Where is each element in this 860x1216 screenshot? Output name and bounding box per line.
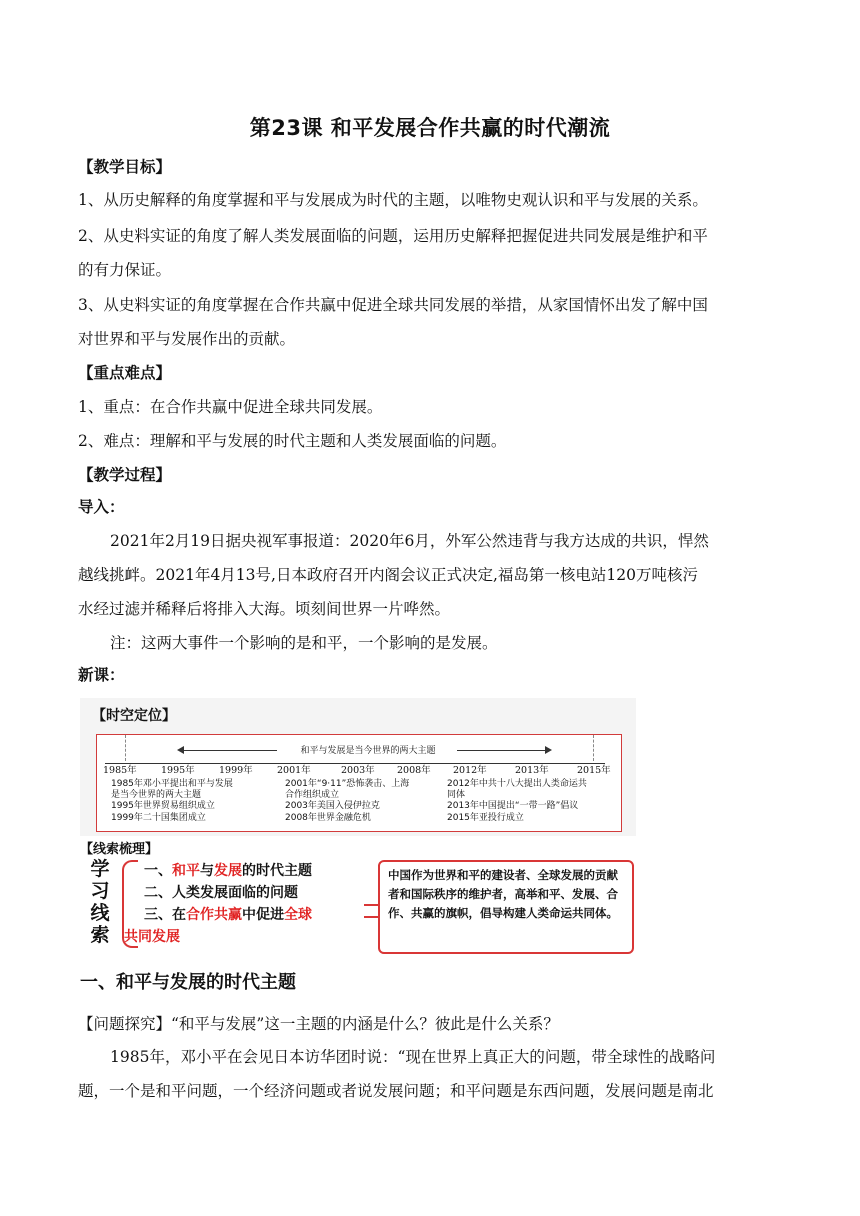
goal-1: 1、从历史解释的角度掌握和平与发展成为时代的主题，以唯物史观认识和平与发展的关系。 xyxy=(78,191,708,209)
timeline-year: 2015年 xyxy=(577,765,611,776)
timeline-and-clues-figure xyxy=(80,698,636,954)
key-points-heading: 【重点难点】 xyxy=(78,364,172,382)
timeline-box xyxy=(96,734,622,832)
event-line: 合作组织成立 xyxy=(285,790,340,801)
quote-line-2: 题，一个是和平问题，一个经济问题或者说发展问题；和平问题是东西问题，发展问题是南北 xyxy=(78,1082,714,1100)
lesson-title: 第23课 和平发展合作共赢的时代潮流 xyxy=(249,116,611,140)
arrow-right-icon xyxy=(545,746,552,754)
events-column-1 xyxy=(111,779,233,824)
intro-label: 导入： xyxy=(78,498,125,516)
quote-line-1: 1985年，邓小平在会见日本访华团时说：“现在世界上真正大的问题，带全球性的战略问 xyxy=(110,1048,716,1066)
clue-item-2: 二、人类发展面临的问题 xyxy=(144,885,298,901)
event-line: 2013年中国提出“一带一路”倡议 xyxy=(447,801,579,812)
event-line: 2015年亚投行成立 xyxy=(447,812,524,823)
event-line: 同体 xyxy=(447,790,466,801)
timeline-heading: 【时空定位】 xyxy=(92,708,176,724)
clues-panel xyxy=(80,836,636,954)
event-line: 1985年邓小平提出和平与发展 xyxy=(111,779,233,789)
timeline-year: 2012年 xyxy=(453,765,487,776)
process-heading: 【教学过程】 xyxy=(78,466,172,484)
intro-paragraph-line-2: 越线挑衅。2021年4月13号,日本政府召开内阁会议正式决定,福岛第一核电站120万吨核污 xyxy=(78,566,698,584)
timeline-year: 2001年 xyxy=(277,765,311,776)
theme-text: 和平与发展是当今世界的两大主题 xyxy=(300,746,436,756)
summary-text: 中国作为世界和平的建设者、全球发展的贡献者和国际秩序的维护者，高举和平、发展、合作、共赢的旗帜，倡导构建人类命运共同体。 xyxy=(388,868,618,920)
intro-paragraph-line-1: 2021年2月19日据央视军事报道：2020年6月，外军公然违背与我方达成的共识，悍然 xyxy=(110,532,709,550)
goal-3-line-2: 对世界和平与发展作出的贡献。 xyxy=(78,330,296,348)
clues-heading: 【线索梳理】 xyxy=(80,842,159,857)
event-line: 1995年世界贸易组织成立 xyxy=(111,801,215,812)
goal-3-line-1: 3、从史料实证的角度掌握在合作共赢中促进全球共同发展的举措，从家国情怀出发了解中国 xyxy=(78,296,708,314)
timeline-year: 1995年 xyxy=(161,765,195,776)
goals-heading: 【教学目标】 xyxy=(78,158,172,176)
question-line: 【问题探究】“和平与发展”这一主题的内涵是什么？彼此是什么关系？ xyxy=(78,1015,559,1033)
timeline-year: 2008年 xyxy=(397,765,431,776)
new-lesson-label: 新课： xyxy=(78,666,125,684)
timeline-year: 2013年 xyxy=(515,765,549,776)
events-column-2 xyxy=(285,779,409,824)
timeline-panel xyxy=(80,698,636,836)
event-line: 1999年二十国集团成立 xyxy=(111,812,206,823)
goal-2-line-1: 2、从史料实证的角度了解人类发展面临的问题，运用历史解释把握促进共同发展是维护和平 xyxy=(78,227,708,245)
timeline-year: 2003年 xyxy=(341,765,375,776)
summary-box xyxy=(378,860,634,954)
clue-item-3: 三、在合作共赢中促进全球 xyxy=(144,907,312,923)
events-column-3 xyxy=(447,779,587,824)
clue-list xyxy=(122,860,362,948)
clue-item-3-line-2: 共同发展 xyxy=(124,929,180,945)
study-clues-badge: 学习 线索 xyxy=(90,858,110,946)
event-line: 2012年中共十八大提出人类命运共 xyxy=(447,779,587,789)
timeline-year: 1985年 xyxy=(103,765,137,776)
theme-banner xyxy=(97,743,621,757)
key-point-2: 2、难点：理解和平与发展的时代主题和人类发展面临的问题。 xyxy=(78,432,507,450)
intro-note: 注：这两大事件一个影响的是和平，一个影响的是发展。 xyxy=(110,634,498,652)
part-1-heading: 一、和平与发展的时代主题 xyxy=(80,972,296,993)
timeline-year: 1999年 xyxy=(219,765,253,776)
clue-item-1: 一、和平与发展的时代主题 xyxy=(144,863,312,879)
event-line: 2001年“9·11”恐怖袭击、上海 xyxy=(285,779,410,789)
connector-icon xyxy=(364,904,378,918)
intro-paragraph-line-3: 水经过滤并稀释后将排入大海。顷刻间世界一片哗然。 xyxy=(78,600,451,618)
event-line: 2008年世界金融危机 xyxy=(285,812,371,823)
goal-2-line-2: 的有力保证。 xyxy=(78,261,172,279)
event-line: 是当今世界的两大主题 xyxy=(111,790,202,801)
key-point-1: 1、重点：在合作共赢中促进全球共同发展。 xyxy=(78,398,383,416)
event-line: 2003年美国入侵伊拉克 xyxy=(285,801,380,812)
